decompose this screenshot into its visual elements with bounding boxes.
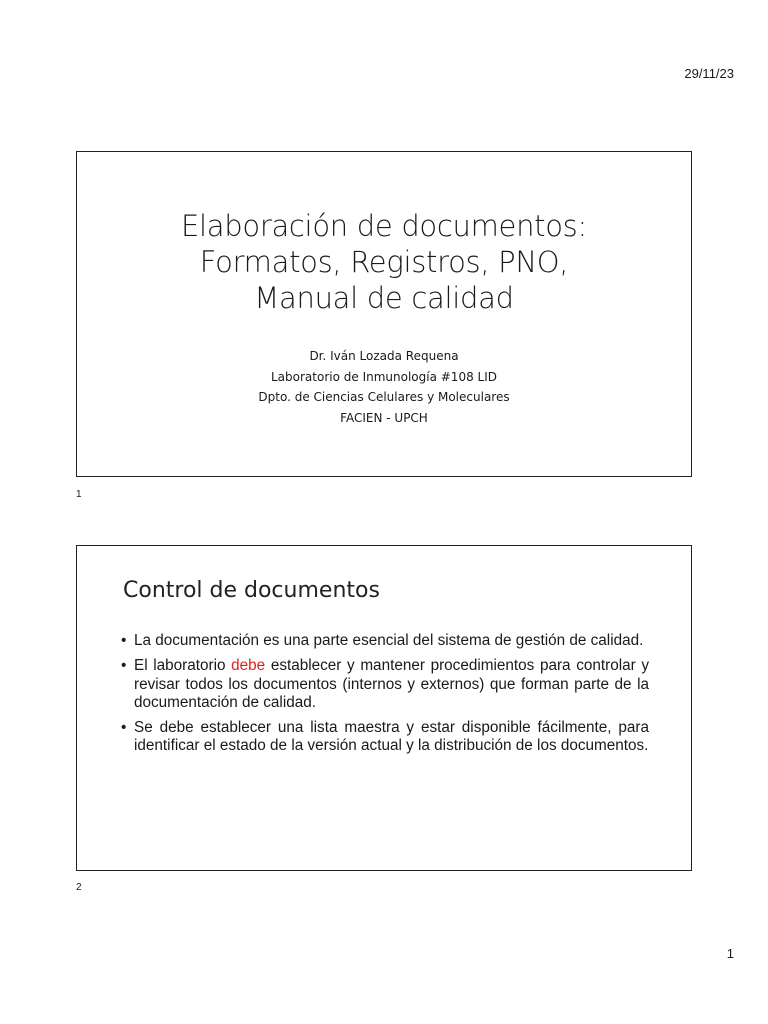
bullet-item — [121, 657, 649, 712]
bullet-dot-icon: • — [121, 719, 127, 737]
slide-2-bullet-list — [121, 632, 649, 763]
page-number: 1 — [726, 946, 734, 961]
bullet-item — [121, 632, 649, 650]
bullet-dot-icon: • — [121, 657, 127, 675]
slide-1-title-line: Formatos, Registros, PNO, — [199, 245, 569, 279]
slide-2-number: 2 — [76, 882, 82, 893]
author-lab: Laboratorio de Inmunología #108 LID — [271, 369, 497, 384]
slide-2-title: Control de documentos — [123, 578, 380, 603]
author-name: Dr. Iván Lozada Requena — [309, 349, 459, 363]
slide-1-authors — [77, 346, 691, 428]
slide-1-title-line: Manual de calidad — [254, 281, 514, 315]
slide-1-number: 1 — [76, 489, 82, 500]
bullet-highlight-word: debe — [231, 657, 266, 675]
bullet-text: Se debe establecer una lista maestra y estar disponible fácilmente, para identificar el estado de la versión actual y la distribución de los documentos. — [134, 719, 649, 755]
slide-1-title — [77, 208, 691, 316]
bullet-item — [121, 719, 649, 756]
slide-1-title-line: Elaboración de documentos: — [181, 209, 587, 243]
slide-2 — [76, 545, 692, 871]
author-faculty: FACIEN - UPCH — [340, 410, 428, 425]
bullet-text-before: El laboratorio — [134, 657, 232, 675]
bullet-dot-icon: • — [121, 632, 127, 649]
bullet-text: La documentación es una parte esencial del sistema de gestión de calidad. — [134, 632, 644, 649]
bullet-text-after: establecer y mantener procedimientos para controlar y revisar todos los documentos (internos y externos) que forman parte de la documentación de calidad. — [134, 657, 649, 711]
page-date: 29/11/23 — [684, 66, 734, 81]
slide-1 — [76, 151, 692, 477]
author-department: Dpto. de Ciencias Celulares y Moleculares — [258, 390, 510, 404]
